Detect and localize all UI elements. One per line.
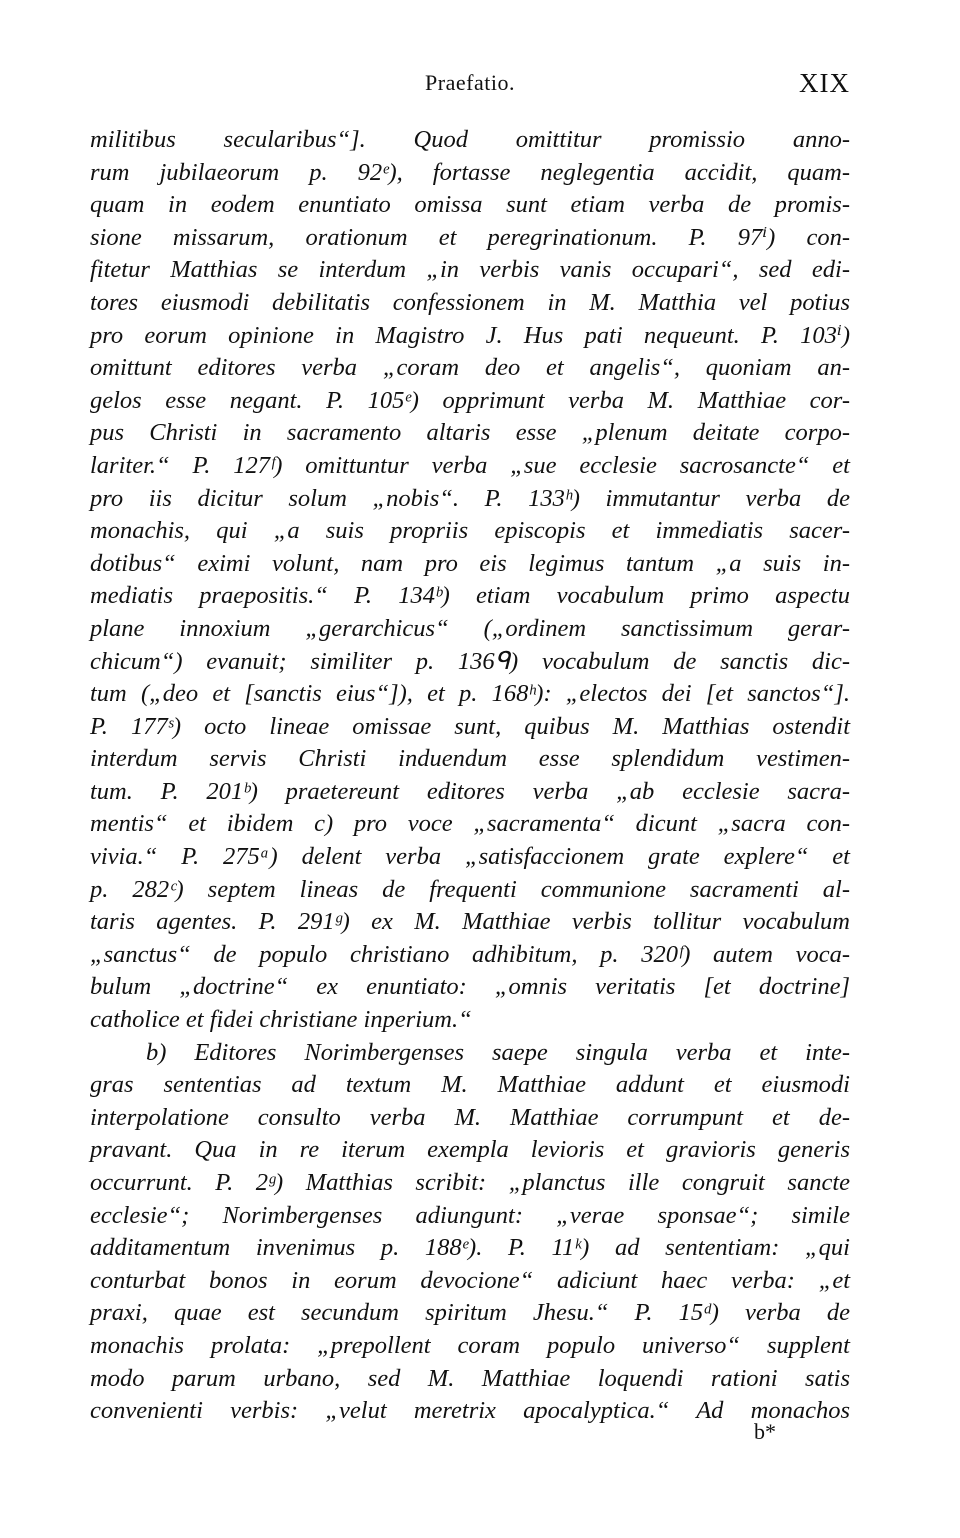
text-line: interpolatione consulto verba M. Matthiae corrumpunt et de- xyxy=(90,1103,850,1131)
paragraph-start-line: b) Editores Norimbergenses saepe singula verba et inte- xyxy=(146,1038,850,1066)
text-line: sione missarum, orationum et peregrinationum. P. 97ⁱ) con- xyxy=(90,223,850,251)
text-line: gelos esse negant. P. 105ᵉ) opprimunt verba M. Matthiae cor- xyxy=(90,386,850,414)
text-line: P. 177ˢ) octo lineae omissae sunt, quibus M. Matthias ostendit xyxy=(90,712,850,740)
text-line: „sanctus“ de populo christiano adhibitum, p. 320ᶠ) autem voca- xyxy=(90,940,850,968)
text-line: omittunt editores verba „coram deo et angelis“, quoniam an- xyxy=(90,354,850,382)
text-line: pus Christi in sacramento altaris esse „plenum deitate corpo- xyxy=(90,419,850,447)
text-line: catholice et fidei christiane inperium.“ xyxy=(90,1006,472,1034)
text-line: convenienti verbis: „velut meretrix apocalyptica.“ Ad monachos xyxy=(90,1397,850,1425)
text-line: pro iis dicitur solum „nobis“. P. 133ʰ) immutantur verba de xyxy=(90,484,850,512)
text-line: chicum“) evanuit; similiter p. 136ᑫ) vocabulum de sanctis dic- xyxy=(90,647,850,675)
text-line: bulum „doctrine“ ex enuntiato: „omnis veritatis [et doctrine] xyxy=(90,973,850,1001)
text-line: praxi, quae est secundum spiritum Jhesu.“ P. 15ᵈ) verba de xyxy=(90,1299,850,1327)
text-line: dotibus“ eximi volunt, nam pro eis legimus tantum „a suis in- xyxy=(90,549,850,577)
text-line: quam in eodem enuntiato omissa sunt etiam verba de promis- xyxy=(90,191,850,219)
text-line: taris agentes. P. 291ᵍ) ex M. Matthiae verbis tollitur vocabulum xyxy=(90,908,850,936)
text-line: fitetur Matthias se interdum „in verbis vanis occupari“, sed edi- xyxy=(90,256,850,284)
running-title: Praefatio. xyxy=(425,70,515,95)
text-line: tum („deo et [sanctis eius“]), et p. 168ʰ): „electos dei [et sanctos“]. xyxy=(90,680,850,708)
body-text xyxy=(90,124,850,1428)
running-head xyxy=(90,70,850,106)
text-line: pravant. Qua in re iterum exempla levioris et gravioris generis xyxy=(90,1136,850,1164)
text-line: pro eorum opinione in Magistro J. Hus pati nequeunt. P. 103ⁱ) xyxy=(90,321,850,349)
text-line: tum. P. 201ᵇ) praetereunt editores verba „ab ecclesie sacra- xyxy=(90,777,850,805)
text-line: additamentum invenimus p. 188ᵉ). P. 11ᵏ) ad sententiam: „qui xyxy=(90,1234,850,1262)
text-line: rum jubilaeorum p. 92ᵉ), fortasse neglegentia accidit, quam- xyxy=(90,158,850,186)
text-line: plane innoxium „gerarchicus“ („ordinem sanctissimum gerar- xyxy=(90,614,850,642)
text-line: mediatis praepositis.“ P. 134ᵇ) etiam vocabulum primo aspectu xyxy=(90,582,850,610)
text-line: occurrunt. P. 2ᵍ) Matthias scribit: „planctus ille congruit sancte xyxy=(90,1169,850,1196)
text-line: tores eiusmodi debilitatis confessionem in M. Matthia vel potius xyxy=(90,288,850,316)
text-line: conturbat bonos in eorum devocione“ adiciunt haec verba: „et xyxy=(90,1266,850,1294)
text-line: mentis“ et ibidem c) pro voce „sacramenta“ dicunt „sacra con- xyxy=(90,810,850,838)
text-line: gras sententias ad textum M. Matthiae addunt et eiusmodi xyxy=(90,1071,850,1099)
text-line: modo parum urbano, sed M. Matthiae loquendi rationi satis xyxy=(90,1364,850,1392)
text-line: monachis, qui „a suis propriis episcopis et immediatis sacer- xyxy=(90,517,850,545)
text-line: monachis prolata: „prepollent coram populo universo“ supplent xyxy=(90,1331,850,1359)
text-line: ecclesie“; Norimbergenses adiungunt: „verae sponsae“; simile xyxy=(90,1201,850,1229)
text-line: interdum servis Christi induendum esse splendidum vestimen- xyxy=(90,745,850,773)
text-line: lariter.“ P. 127ᶠ) omittuntur verba „sue ecclesie sacrosancte“ et xyxy=(90,451,850,479)
page-number: XIX xyxy=(799,68,850,98)
signature-mark: b* xyxy=(754,1419,776,1444)
text-line: militibus secularibus“]. Quod omittitur promissio anno- xyxy=(90,126,850,153)
text-line: p. 282ᶜ) septem lineas de frequenti communione sacramenti al- xyxy=(90,875,850,903)
text-line: vivia.“ P. 275ᵃ) delent verba „satisfaccionem grate explere“ et xyxy=(90,843,850,871)
